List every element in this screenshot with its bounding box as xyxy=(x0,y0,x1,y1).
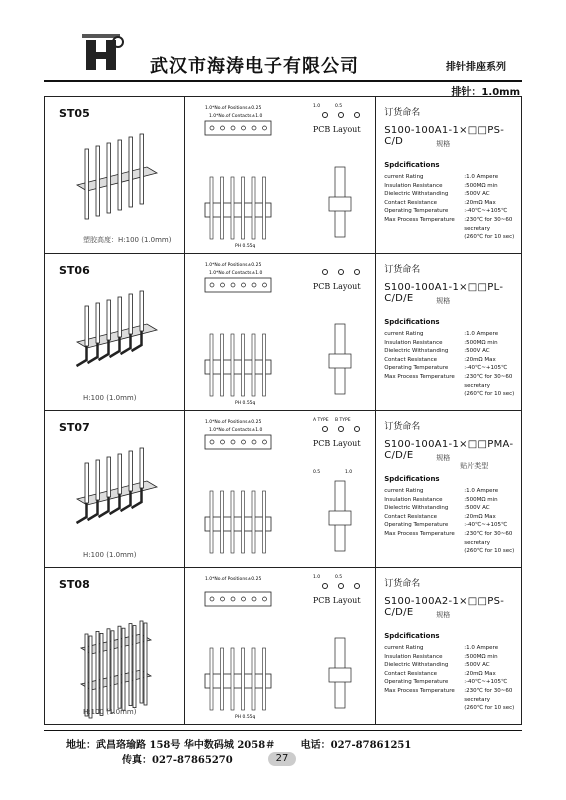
spec-value: :1.0 Ampere xyxy=(464,174,499,180)
spec-key: Contact Resistance xyxy=(384,670,438,677)
spec-list xyxy=(384,330,524,399)
pin-shape xyxy=(107,300,111,340)
order-title: 订货命名 xyxy=(384,108,421,118)
spec-item xyxy=(384,530,524,547)
front-view-housing xyxy=(205,435,271,449)
drawing-pin xyxy=(241,648,244,710)
spec-key: Operating Temperature xyxy=(384,365,449,372)
drawing-pin xyxy=(210,334,213,396)
drawing-pin xyxy=(241,177,244,239)
spec-item xyxy=(384,207,524,216)
footer-phone: 电话：027-87861251 xyxy=(300,740,412,751)
pcb-layout-label: PCB Layout xyxy=(312,125,361,134)
pin-hole xyxy=(241,126,245,130)
spec-value: :500V AC xyxy=(464,348,490,355)
pin-shape xyxy=(129,624,132,706)
pcb-layout-label: PCB Layout xyxy=(312,596,361,605)
pin-hole xyxy=(252,126,256,130)
drawing-pin xyxy=(241,491,244,553)
spec-heading: Spdcifications xyxy=(384,318,440,326)
pin-hole xyxy=(210,283,214,287)
pin-shape xyxy=(85,463,89,503)
spec-key: Insulation Resistance xyxy=(384,496,443,503)
spec-key: Insulation Resistance xyxy=(384,653,443,660)
drawing-pin xyxy=(231,334,234,396)
spec-item xyxy=(384,373,524,390)
spec-item xyxy=(384,190,524,199)
bent-pin-shape xyxy=(77,503,87,523)
model-name: ST07 xyxy=(59,421,90,434)
product-row xyxy=(45,411,522,568)
spec-value: :500MΩ min xyxy=(464,182,498,189)
connector-illustration xyxy=(45,254,185,410)
spec-item xyxy=(384,496,524,505)
spec-item xyxy=(384,661,524,670)
spec-value: :500V AC xyxy=(464,505,490,512)
pin-shape xyxy=(85,634,88,716)
spec-cell xyxy=(376,254,522,411)
drawing-pin xyxy=(231,491,234,553)
pin-shape xyxy=(111,631,114,713)
spec-item xyxy=(384,216,524,233)
spec-value: :230℃ for 30~60 secretary xyxy=(464,216,513,232)
dim-top-2: 1.0*No.of Contacts±1.0 xyxy=(208,428,263,433)
spec-key: Dielectric Withstanding xyxy=(384,662,449,669)
pin-hole xyxy=(231,440,235,444)
spec-item xyxy=(384,678,524,687)
connector-illustration xyxy=(45,568,185,724)
spec-key: current Rating xyxy=(384,331,424,337)
spec-key xyxy=(384,704,464,713)
spec-value: :20mΩ Max xyxy=(464,513,496,520)
page-number: 27 xyxy=(268,752,296,766)
dim-label-a: 1.0 xyxy=(312,104,320,109)
spec-value: (260℃ for 10 sec) xyxy=(464,548,515,555)
height-note: H:100 (1.0mm) xyxy=(83,394,137,402)
drawing-pin xyxy=(210,177,213,239)
pin-hole xyxy=(252,283,256,287)
pcb-pad xyxy=(354,584,359,589)
company-name: 武汉市海涛电子有限公司 xyxy=(150,56,359,77)
spec-key: current Rating xyxy=(384,645,424,651)
product-photo-cell xyxy=(45,568,185,725)
drawing-cell xyxy=(184,411,375,568)
model-name: ST08 xyxy=(59,578,90,591)
side-profile-housing xyxy=(329,511,351,525)
pcb-pad xyxy=(322,584,327,589)
connector-illustration xyxy=(45,97,185,253)
pin-shape xyxy=(140,291,144,331)
pin-hole xyxy=(210,126,214,130)
order-title: 订货命名 xyxy=(384,579,421,589)
height-note: H:100 (1.0mm) xyxy=(83,551,137,559)
drawing-cell xyxy=(184,97,375,254)
pin-hole xyxy=(252,440,256,444)
drawing-pin xyxy=(252,334,255,396)
pcb-pad xyxy=(338,427,343,432)
pin-shape xyxy=(129,451,133,491)
spec-key: Max Process Temperature xyxy=(384,373,455,380)
spec-item xyxy=(384,644,524,653)
order-title: 订货命名 xyxy=(384,422,421,432)
company-logo xyxy=(78,30,128,80)
pin-hole xyxy=(241,440,245,444)
dim-label-c: 0.5 xyxy=(312,470,320,475)
pcb-pad xyxy=(354,427,359,432)
spec-key: current Rating xyxy=(384,488,424,494)
pin-shape xyxy=(89,636,92,718)
order-sub-spec: 规格 xyxy=(436,297,451,305)
spec-value: (260℃ for 10 sec) xyxy=(464,705,515,712)
spec-value: :500V AC xyxy=(464,662,490,669)
spec-value: :20mΩ Max xyxy=(464,356,496,363)
spec-value: :230℃ for 30~60 secretary xyxy=(464,687,513,703)
pin-shape xyxy=(118,626,121,708)
drawing-pin xyxy=(252,491,255,553)
pin-shape xyxy=(96,631,99,713)
side-profile-housing xyxy=(329,668,351,682)
spec-heading: Spdcifications xyxy=(384,161,440,169)
spec-value: (260℃ for 10 sec) xyxy=(464,391,515,398)
order-title: 订货命名 xyxy=(384,265,421,275)
spec-key: Contact Resistance xyxy=(384,356,438,363)
pin-hole xyxy=(262,283,266,287)
height-note: H:100 (1.0mm) xyxy=(83,708,137,716)
pin-hole xyxy=(252,597,256,601)
pin-hole xyxy=(241,597,245,601)
pin-shape xyxy=(85,306,89,346)
order-sub-spec: 规格 xyxy=(436,140,451,148)
drawing-pin xyxy=(210,648,213,710)
drawing-pin xyxy=(262,177,265,239)
drawing-pin xyxy=(262,648,265,710)
dim-label-b: 0.5 xyxy=(334,575,342,580)
side-view-housing xyxy=(205,517,271,531)
order-code: S100-100A1-1×□□PL-C/D/E xyxy=(384,282,504,304)
pin-hole xyxy=(210,597,214,601)
dim-label-a: 1.0 xyxy=(312,575,320,580)
footer-address: 地址：武昌珞瑜路 158号 华中数码城 2058＃ xyxy=(66,740,276,751)
dim-top-1: 1.0*No.of Positions±0.25 xyxy=(204,577,262,582)
drawing-pin xyxy=(220,177,223,239)
pcb-pad xyxy=(338,113,343,118)
order-code: S100-100A2-1×□□PS-C/D/E xyxy=(384,596,505,618)
pcb-pad xyxy=(338,584,343,589)
drawing-pin xyxy=(262,491,265,553)
side-view-housing xyxy=(205,674,271,688)
pin-shape xyxy=(140,134,144,204)
pin-shape xyxy=(129,137,133,207)
pin-shape xyxy=(107,457,111,497)
spec-list xyxy=(384,173,524,242)
pcb-pad xyxy=(322,113,327,118)
pin-hole xyxy=(231,597,235,601)
spec-key xyxy=(384,390,464,399)
side-profile-housing xyxy=(329,354,351,368)
technical-drawing xyxy=(185,97,377,253)
housing-shape xyxy=(77,481,157,505)
spec-item xyxy=(384,687,524,704)
spec-value: :1.0 Ampere xyxy=(464,331,499,337)
spec-key: Operating Temperature xyxy=(384,679,449,686)
pin-shape xyxy=(96,303,100,343)
order-sub-spec: 规格 xyxy=(436,611,451,619)
series-name: 排针排座系列 xyxy=(446,62,506,73)
spec-item xyxy=(384,513,524,522)
dim-bottom: PH 0.55q xyxy=(234,401,256,406)
header-rule xyxy=(44,80,522,82)
pin-hole xyxy=(262,597,266,601)
pin-shape xyxy=(118,140,122,210)
spec-item xyxy=(384,330,524,339)
pcb-layout-label: PCB Layout xyxy=(312,439,361,448)
pin-shape xyxy=(129,294,133,334)
pcb-pad xyxy=(322,270,327,275)
spec-key: Insulation Resistance xyxy=(384,339,443,346)
spec-key: Max Process Temperature xyxy=(384,216,455,223)
front-view-housing xyxy=(205,121,271,135)
spec-value: :-40℃~+105℃ xyxy=(464,365,508,372)
order-code: S100-100A1-1×□□PMA-C/D/E xyxy=(384,439,514,461)
spec-key: Dielectric Withstanding xyxy=(384,191,449,198)
spec-value: :-40℃~+105℃ xyxy=(464,522,508,529)
pin-shape xyxy=(107,629,110,711)
spec-cell xyxy=(376,568,522,725)
spec-value: :500MΩ min xyxy=(464,496,498,503)
spec-value: :-40℃~+105℃ xyxy=(464,679,508,686)
spec-value: :1.0 Ampere xyxy=(464,488,499,494)
product-photo-cell xyxy=(45,411,185,568)
pin-hole xyxy=(231,283,235,287)
pin-shape xyxy=(96,460,100,500)
pitch-label: 排针：1.0mm xyxy=(451,87,520,98)
front-view-housing xyxy=(205,278,271,292)
spec-value: :20mΩ Max xyxy=(464,199,496,206)
spec-value: (260℃ for 10 sec) xyxy=(464,234,515,241)
product-row xyxy=(45,254,522,411)
spec-item xyxy=(384,364,524,373)
pcb-pad xyxy=(354,113,359,118)
spec-key: Dielectric Withstanding xyxy=(384,348,449,355)
spec-key: Operating Temperature xyxy=(384,208,449,215)
housing-shape xyxy=(77,324,157,348)
spec-item xyxy=(384,653,524,662)
model-name: ST06 xyxy=(59,264,90,277)
drawing-pin xyxy=(231,177,234,239)
product-row xyxy=(45,97,522,254)
spec-item xyxy=(384,390,524,399)
product-table xyxy=(44,96,522,725)
product-photo-cell xyxy=(45,97,185,254)
spec-value: :230℃ for 30~60 secretary xyxy=(464,530,513,546)
pin-shape xyxy=(144,623,147,705)
spec-heading: Spdcifications xyxy=(384,632,440,640)
pin-shape xyxy=(140,621,143,703)
side-view-housing xyxy=(205,360,271,374)
spec-value: :1.0 Ampere xyxy=(464,645,499,651)
spec-item xyxy=(384,199,524,208)
pin-hole xyxy=(220,283,224,287)
pin-shape xyxy=(133,626,136,708)
dim-label-b: B TYPE xyxy=(334,418,351,423)
spec-key: Insulation Resistance xyxy=(384,182,443,189)
bent-pin-shape xyxy=(77,346,87,366)
pin-hole xyxy=(220,440,224,444)
product-row xyxy=(45,568,522,725)
order-code: S100-100A1-1×□□PS-C/D xyxy=(384,125,505,147)
spec-cell xyxy=(376,411,522,568)
technical-drawing xyxy=(185,568,377,724)
dim-label-b: 0.5 xyxy=(334,104,342,109)
connector-illustration xyxy=(45,411,185,567)
spec-value: :500MΩ min xyxy=(464,339,498,346)
footer-rule xyxy=(44,730,522,731)
spec-item xyxy=(384,347,524,356)
spec-heading: Spdcifications xyxy=(384,475,440,483)
spec-item xyxy=(384,704,524,713)
spec-item xyxy=(384,547,524,556)
dim-label-a: A TYPE xyxy=(312,418,329,423)
drawing-pin xyxy=(241,334,244,396)
spec-value: :500V AC xyxy=(464,191,490,198)
drawing-pin xyxy=(220,648,223,710)
spec-key xyxy=(384,233,464,242)
drawing-pin xyxy=(210,491,213,553)
spec-key: Dielectric Withstanding xyxy=(384,505,449,512)
height-note: 塑胶高度：H:100 (1.0mm) xyxy=(83,236,172,244)
spec-value: :230℃ for 30~60 secretary xyxy=(464,373,513,389)
pcb-pad xyxy=(354,270,359,275)
drawing-cell xyxy=(184,568,375,725)
pin-hole xyxy=(262,126,266,130)
spec-list xyxy=(384,487,524,556)
pin-shape xyxy=(85,149,89,219)
pin-hole xyxy=(220,126,224,130)
drawing-cell xyxy=(184,254,375,411)
spec-key: Contact Resistance xyxy=(384,199,438,206)
drawing-pin xyxy=(262,334,265,396)
pin-shape xyxy=(140,448,144,488)
pin-hole xyxy=(220,597,224,601)
order-sub-type: 贴片类型 xyxy=(460,462,489,470)
spec-key xyxy=(384,547,464,556)
spec-item xyxy=(384,521,524,530)
front-view-housing xyxy=(205,592,271,606)
technical-drawing xyxy=(185,411,377,567)
drawing-pin xyxy=(231,648,234,710)
drawing-pin xyxy=(252,177,255,239)
pin-shape xyxy=(122,628,125,710)
pin-hole xyxy=(262,440,266,444)
spec-item xyxy=(384,339,524,348)
pin-hole xyxy=(241,283,245,287)
pin-shape xyxy=(96,146,100,216)
spec-key: Max Process Temperature xyxy=(384,687,455,694)
spec-item xyxy=(384,173,524,182)
spec-key: Max Process Temperature xyxy=(384,530,455,537)
dim-bottom: PH 0.55q xyxy=(234,244,256,249)
dim-top-2: 1.0*No.of Contacts±1.0 xyxy=(208,114,263,119)
pin-shape xyxy=(118,454,122,494)
technical-drawing xyxy=(185,254,377,410)
dim-top-1: 1.0*No.of Positions±0.25 xyxy=(204,106,262,111)
footer xyxy=(66,736,566,766)
pcb-pad xyxy=(338,270,343,275)
pin-hole xyxy=(210,440,214,444)
dim-top-1: 1.0*No.of Positions±0.25 xyxy=(204,420,262,425)
drawing-pin xyxy=(220,491,223,553)
pin-shape xyxy=(100,633,103,715)
spec-key: current Rating xyxy=(384,174,424,180)
drawing-pin xyxy=(252,648,255,710)
spec-item xyxy=(384,233,524,242)
spec-item xyxy=(384,487,524,496)
spec-cell xyxy=(376,97,522,254)
spec-key: Contact Resistance xyxy=(384,513,438,520)
drawing-pin xyxy=(220,334,223,396)
footer-fax: 传真：027-87865270 xyxy=(122,755,233,766)
dim-top-2: 1.0*No.of Contacts±1.0 xyxy=(208,271,263,276)
side-profile-housing xyxy=(329,197,351,211)
spec-key: Operating Temperature xyxy=(384,522,449,529)
spec-item xyxy=(384,670,524,679)
spec-value: :500MΩ min xyxy=(464,653,498,660)
dim-top-1: 1.0*No.of Positions±0.25 xyxy=(204,263,262,268)
pcb-pad xyxy=(322,427,327,432)
pin-shape xyxy=(107,143,111,213)
spec-value: :-40℃~+105℃ xyxy=(464,208,508,215)
spec-item xyxy=(384,182,524,191)
side-view-housing xyxy=(205,203,271,217)
dim-bottom: PH 0.55q xyxy=(234,715,256,720)
housing-shape xyxy=(77,167,157,191)
product-photo-cell xyxy=(45,254,185,411)
pin-shape xyxy=(118,297,122,337)
spec-value: :20mΩ Max xyxy=(464,670,496,677)
spec-list xyxy=(384,644,524,713)
model-name: ST05 xyxy=(59,107,90,120)
pcb-layout-label: PCB Layout xyxy=(312,282,361,291)
order-sub-spec: 规格 xyxy=(436,454,451,462)
dim-label-d: 1.0 xyxy=(344,470,352,475)
spec-item xyxy=(384,504,524,513)
pin-hole xyxy=(231,126,235,130)
spec-item xyxy=(384,356,524,365)
